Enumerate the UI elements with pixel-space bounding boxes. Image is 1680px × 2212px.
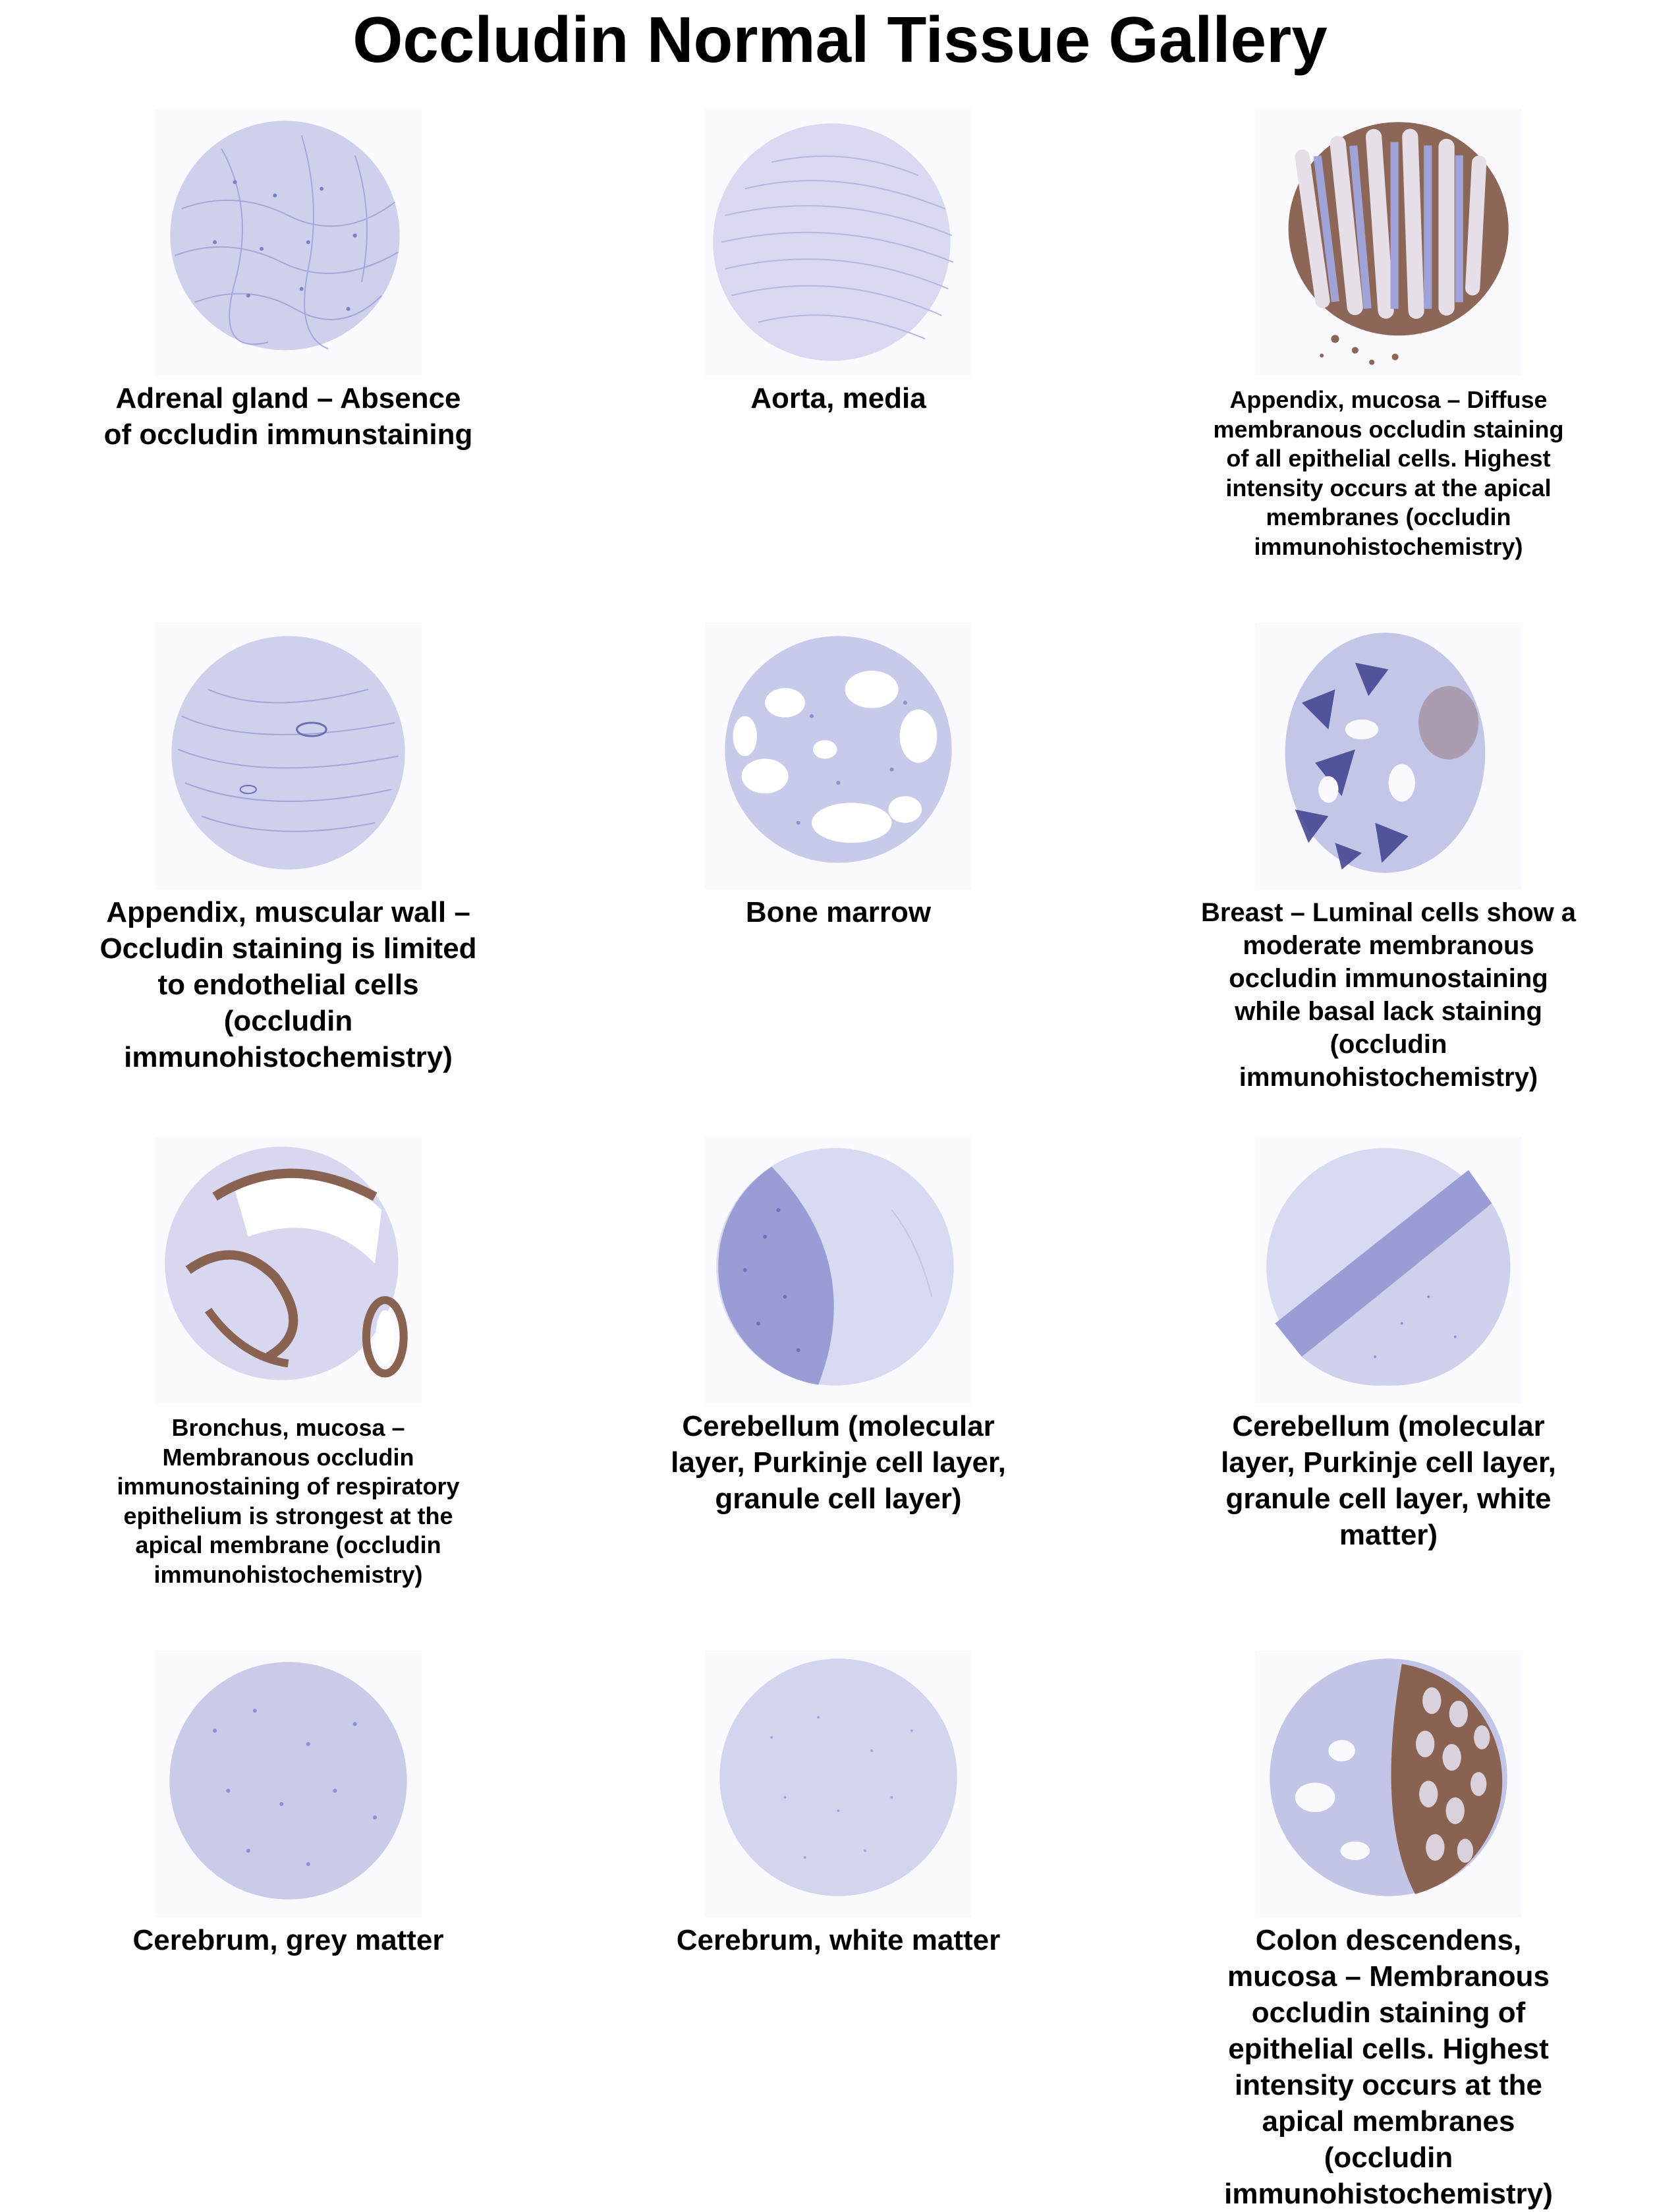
page-title: Occludin Normal Tissue Gallery: [352, 3, 1328, 76]
tile-caption: Appendix, muscular wall – Occludin staining is limited to endothelial cells (occludin immunohistochemistry): [99, 896, 477, 1073]
tile-caption: Bronchus, mucosa – Membranous occludin immunostaining of respiratory epithelium is strongest at the apical membrane (occludin immunohistochemistry): [117, 1414, 460, 1588]
tissue-image-cerebrum-grey-matter: [155, 1651, 422, 1917]
tissue-image-colon-descendens-mucosa: [1255, 1651, 1522, 1917]
tissue-image-appendix-muscular-wall: [155, 623, 422, 890]
tile-caption: Colon descendens, mucosa – Membranous occludin staining of epithelial cells. Highest intensity occurs at the apical membranes (occludin immunohistochemistry): [1224, 1924, 1553, 2210]
tile-caption: Adrenal gland – Absence of occludin immunstaining: [103, 382, 473, 451]
tile-caption: Bone marrow: [745, 896, 932, 928]
tile-caption: Cerebellum (molecular layer, Purkinje cell layer, granule cell layer, white matter): [1221, 1410, 1556, 1551]
tissue-image-cerebellum-2: [1255, 1137, 1522, 1404]
tissue-image-cerebellum-1: [705, 1137, 972, 1404]
tissue-image-bone-marrow: [705, 623, 972, 890]
tissue-image-adrenal-gland: [155, 109, 422, 376]
tile-caption: Cerebrum, grey matter: [132, 1924, 444, 1956]
tile-caption: Aorta, media: [750, 382, 926, 414]
tile-caption: Appendix, mucosa – Diffuse membranous occludin staining of all epithelial cells. Highest intensity occurs at the apical membranes (occludin immunohistochemistry): [1213, 386, 1564, 560]
tissue-image-aorta-media: [705, 109, 972, 376]
tile-caption: Breast – Luminal cells show a moderate membranous occludin immunostaining while basal lack staining (occludin immunohistochemistry): [1200, 898, 1577, 1092]
tissue-image-bronchus-mucosa: [155, 1137, 422, 1404]
tile-caption: Cerebellum (molecular layer, Purkinje cell layer, granule cell layer): [671, 1410, 1006, 1515]
tissue-image-breast: [1255, 623, 1522, 890]
tissue-image-appendix-mucosa: [1255, 109, 1522, 376]
tile-caption: Cerebrum, white matter: [676, 1924, 1001, 1956]
tissue-image-cerebrum-white-matter: [705, 1651, 972, 1917]
